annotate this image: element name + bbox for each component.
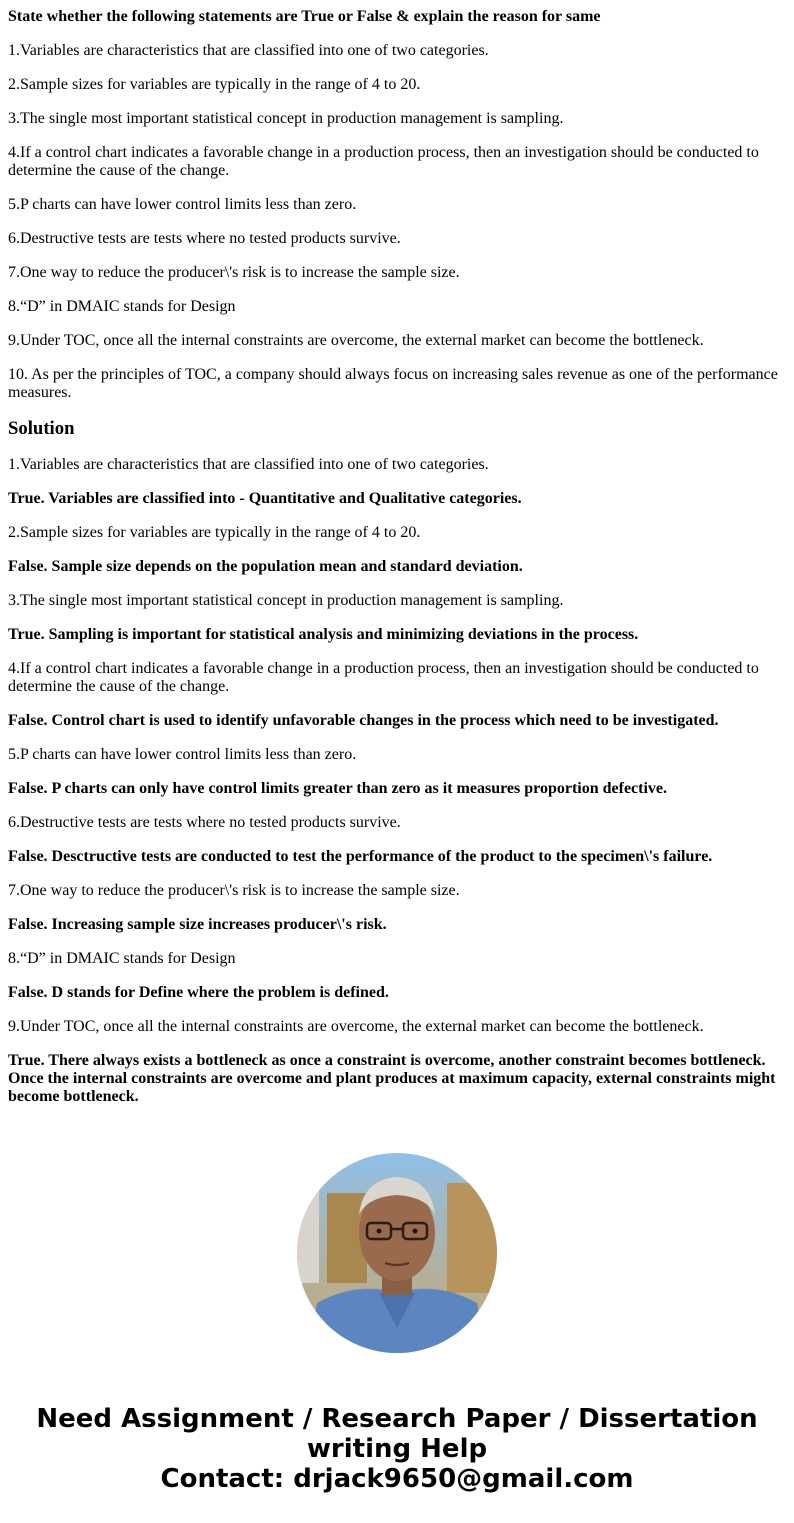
question-item: 7.One way to reduce the producer\'s risk is to increase the sample size. — [8, 264, 460, 281]
solution-answer: False. P charts can only have control limits greater than zero as it measures proportion defective. — [8, 780, 668, 797]
question-item: 1.Variables are characteristics that are classified into one of two categories. — [8, 42, 489, 59]
question-list — [8, 42, 784, 402]
solution-question: 4.If a control chart indicates a favorable change in a production process, then an investigation should be conducted to determine the cause of the change. — [8, 660, 759, 695]
solution-answer: True. Variables are classified into - Quantitative and Qualitative categories. — [8, 490, 522, 507]
question-item: 5.P charts can have lower control limits less than zero. — [8, 196, 357, 213]
solution-question: 2.Sample sizes for variables are typically in the range of 4 to 20. — [8, 524, 421, 541]
solution-question: 1.Variables are characteristics that are classified into one of two categories. — [8, 456, 489, 473]
question-item: 9.Under TOC, once all the internal constraints are overcome, the external market can become the bottleneck. — [8, 332, 704, 349]
author-avatar — [297, 1153, 497, 1353]
document-body — [8, 8, 784, 1122]
instructions: State whether the following statements are True or False & explain the reason for same — [8, 8, 601, 25]
solution-question: 5.P charts can have lower control limits less than zero. — [8, 746, 357, 763]
solution-heading: Solution — [8, 418, 75, 439]
solution-question: 8.“D” in DMAIC stands for Design — [8, 950, 236, 967]
question-item: 2.Sample sizes for variables are typically in the range of 4 to 20. — [8, 76, 421, 93]
question-item: 10. As per the principles of TOC, a company should always focus on increasing sales revenue as one of the performance measures. — [8, 366, 778, 401]
solution-answer: False. Control chart is used to identify unfavorable changes in the process which need to be investigated. — [8, 712, 719, 729]
solution-answer: True. There always exists a bottleneck as once a constraint is overcome, another constraint becomes bottleneck. Once the internal constraints are overcome and plant produces at maximum capacity, external constraints might become bottleneck. — [8, 1052, 776, 1105]
solution-answer: False. Sample size depends on the population mean and standard deviation. — [8, 558, 523, 575]
question-item: 8.“D” in DMAIC stands for Design — [8, 298, 236, 315]
solution-answer: False. Desctructive tests are conducted to test the performance of the product to the specimen\'s failure. — [8, 848, 713, 865]
solution-question: 3.The single most important statistical concept in production management is sampling. — [8, 592, 564, 609]
promo-line-1: Need Assignment / Research Paper / Dissertation writing Help — [36, 1404, 758, 1464]
solution-answer: False. D stands for Define where the problem is defined. — [8, 984, 389, 1001]
solution-question: 9.Under TOC, once all the internal constraints are overcome, the external market can become the bottleneck. — [8, 1018, 704, 1035]
solution-question: 7.One way to reduce the producer\'s risk is to increase the sample size. — [8, 882, 460, 899]
question-item: 6.Destructive tests are tests where no tested products survive. — [8, 230, 401, 247]
solution-question: 6.Destructive tests are tests where no tested products survive. — [8, 814, 401, 831]
promo-contact: Contact: drjack9650@gmail.com — [160, 1464, 634, 1494]
author-portrait — [297, 1153, 497, 1353]
solution-list — [8, 456, 784, 1106]
promo-banner — [0, 1404, 794, 1494]
solution-answer: True. Sampling is important for statistical analysis and minimizing deviations in the process. — [8, 626, 639, 643]
question-item: 4.If a control chart indicates a favorable change in a production process, then an investigation should be conducted to determine the cause of the change. — [8, 144, 759, 179]
solution-answer: False. Increasing sample size increases producer\'s risk. — [8, 916, 387, 933]
question-item: 3.The single most important statistical concept in production management is sampling. — [8, 110, 564, 127]
